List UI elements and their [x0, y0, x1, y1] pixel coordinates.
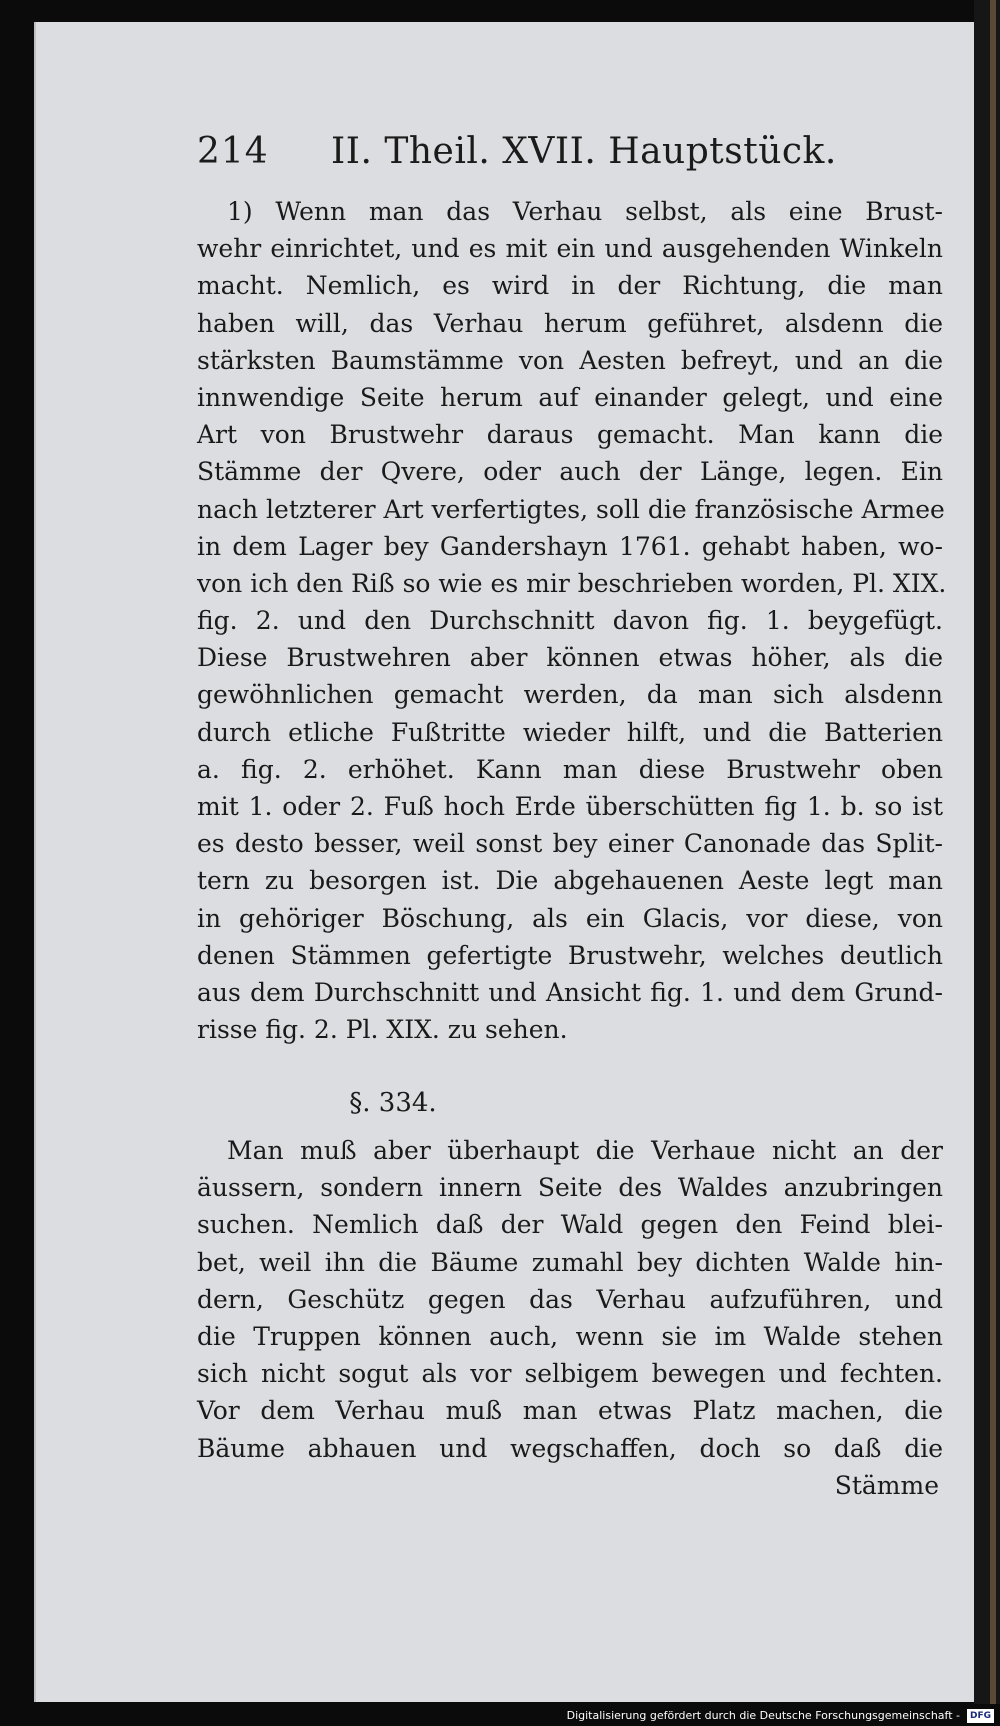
- section-heading: §. 334.: [349, 1088, 437, 1118]
- text-line: aus dem Durchschnitt und Ansicht fig. 1. und dem Grund-: [197, 977, 943, 1007]
- paragraph-1: [197, 193, 947, 1048]
- text-line: mit 1. oder 2. Fuß hoch Erde überschütten fig 1. b. so ist: [197, 792, 943, 821]
- text-line: durch etliche Fußtritte wieder hilft, und die Batterien: [197, 717, 943, 747]
- text-line: haben will, das Verhau herum geführet, alsdenn die: [197, 308, 943, 338]
- text-line: Man muß aber überhaupt die Verhaue nicht an der: [227, 1136, 943, 1165]
- text-line: stärksten Baumstämme von Aesten befreyt, und an die: [197, 345, 943, 375]
- text-line: innwendige Seite herum auf einander gelegt, und eine: [197, 382, 943, 412]
- text-line: Art von Brustwehr daraus gemacht. Man kann die: [197, 420, 943, 450]
- text-line: Stämme der Qvere, oder auch der Länge, legen. Ein: [197, 457, 943, 487]
- text-line: wehr einrichtet, und es mit ein und ausgehenden Winkeln: [197, 234, 943, 264]
- dfg-logo: DFG: [967, 1709, 994, 1723]
- text-line: in dem Lager bey Gandershayn 1761. gehabt haben, wo-: [197, 531, 943, 561]
- text-line: gewöhnlichen gemacht werden, da man sich alsdenn: [197, 680, 943, 710]
- text-line: risse fig. 2. Pl. XIX. zu sehen.: [197, 1015, 568, 1045]
- digitization-footer: [0, 1706, 1000, 1726]
- text-line: Diese Brustwehren aber können etwas höher, als die: [197, 643, 943, 673]
- paragraph-2: [197, 1132, 943, 1504]
- page-number: 214: [197, 131, 269, 172]
- page-header: [197, 131, 957, 181]
- text-line: macht. Nemlich, es wird in der Richtung, die man: [197, 271, 943, 301]
- text-line: dern, Geschütz gegen das Verhau aufzuführen, und: [197, 1284, 943, 1314]
- text-line: Vor dem Verhau muß man etwas Platz machen, die: [197, 1396, 943, 1426]
- text-line: in gehöriger Böschung, als ein Glacis, vor diese, von: [197, 903, 943, 933]
- text-line: 1) Wenn man das Verhau selbst, als eine Brust-: [227, 197, 943, 226]
- text-line: äussern, sondern innern Seite des Waldes anzubringen: [197, 1173, 943, 1203]
- text-line: suchen. Nemlich daß der Wald gegen den Feind blei-: [197, 1210, 943, 1240]
- running-title: II. Theil. XVII. Hauptstück.: [331, 131, 837, 172]
- text-line: tern zu besorgen ist. Die abgehauenen Aeste legt man: [197, 866, 943, 896]
- funding-credit: Digitalisierung gefördert durch die Deutsche Forschungsgemeinschaft -: [566, 1709, 960, 1722]
- text-line: nach letzterer Art verfertigtes, soll die französische Armee: [197, 494, 945, 524]
- text-line: denen Stämmen gefertigte Brustwehr, welches deutlich: [197, 940, 943, 970]
- page-edge-shadow: [974, 0, 1000, 1704]
- text-line: Bäume abhauen und wegschaffen, doch so daß die: [197, 1433, 943, 1463]
- book-spine-edge: [990, 0, 996, 1704]
- text-line: fig. 2. und den Durchschnitt davon fig. 1. beygefügt.: [197, 606, 943, 636]
- text-line: a. fig. 2. erhöhet. Kann man diese Brustwehr oben: [197, 754, 943, 784]
- text-line: sich nicht sogut als vor selbigem bewegen und fechten.: [197, 1359, 943, 1389]
- text-line: von ich den Riß so wie es mir beschrieben worden, Pl. XIX.: [197, 568, 947, 598]
- text-line: die Truppen können auch, wenn sie im Walde stehen: [197, 1321, 943, 1351]
- text-line: bet, weil ihn die Bäume zumahl bey dichten Walde hin-: [197, 1247, 943, 1277]
- text-line: es desto besser, weil sonst bey einer Canonade das Split-: [197, 829, 943, 859]
- catchword: Stämme: [834, 1470, 939, 1500]
